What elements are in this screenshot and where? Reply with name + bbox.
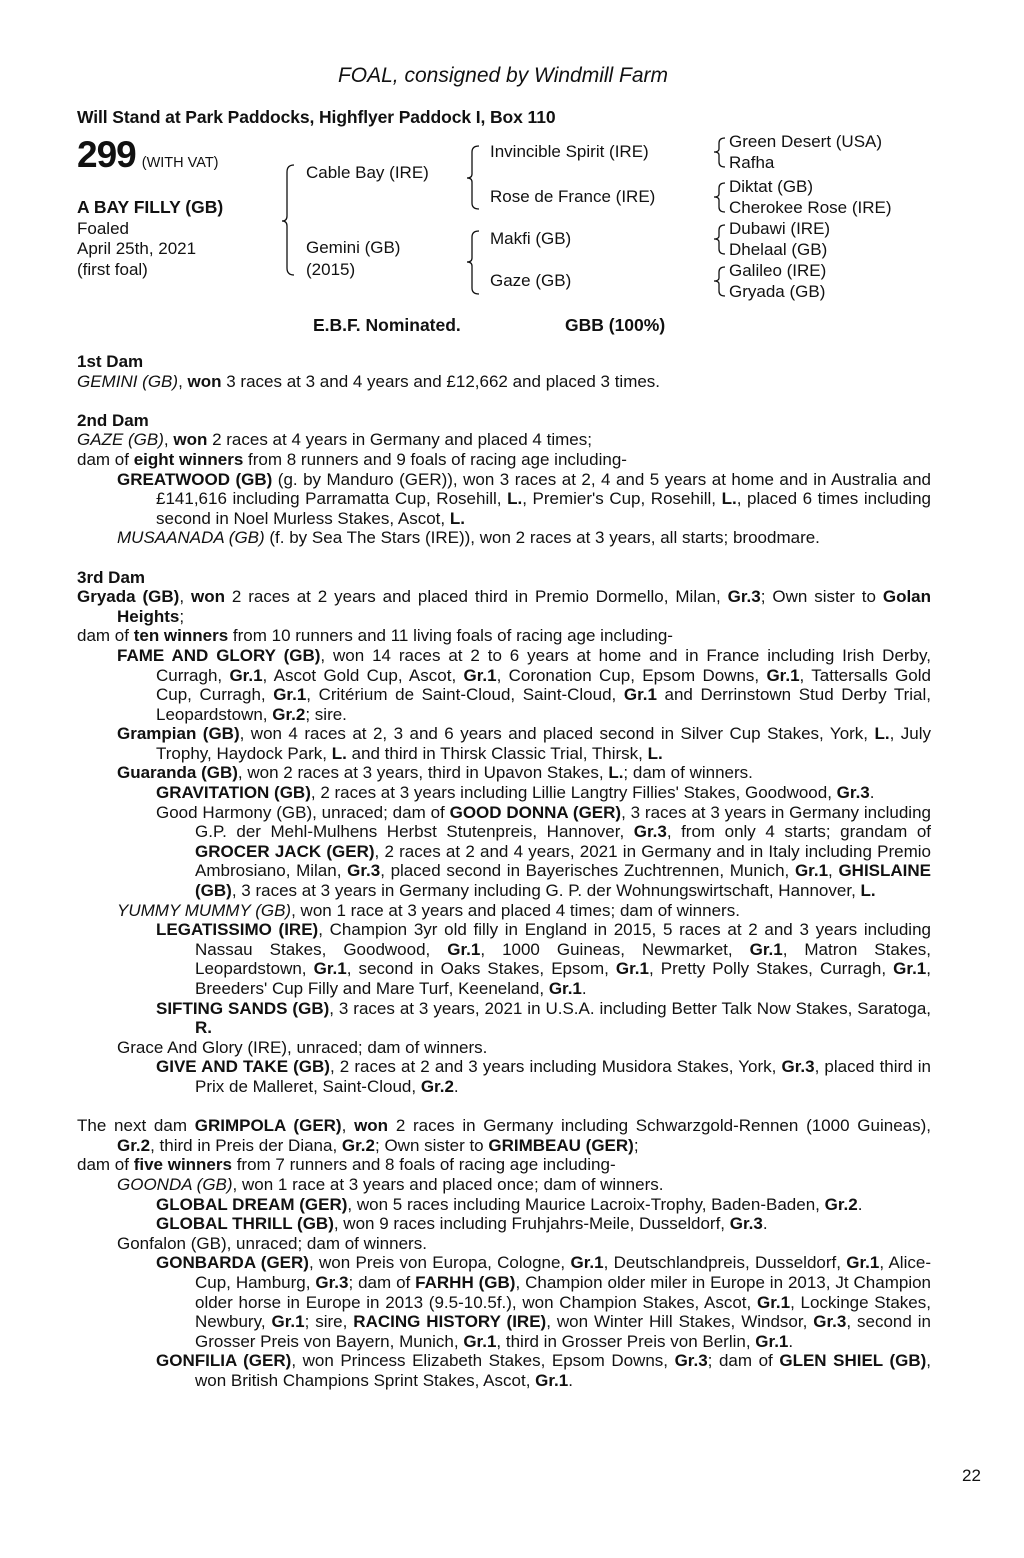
ebf-nominated: E.B.F. Nominated. bbox=[313, 315, 461, 335]
pedigree-entry bbox=[77, 626, 931, 646]
pedigree-entry bbox=[77, 1351, 931, 1390]
pedigree-entry bbox=[77, 430, 931, 450]
pedigree-entry bbox=[77, 783, 931, 803]
text: , Champion older miler in Europe in 2013, Jt Champion older horse in Europe in 2013 (9.5-10.5f.), won Champion Stakes, Ascot, bbox=[195, 1272, 932, 1312]
text: , 3 races at 3 years, 2021 in U.S.A. including Better Talk Now Stakes, Saratoga, bbox=[329, 998, 931, 1018]
pedigree-sire-sire: Invincible Spirit (IRE) bbox=[490, 142, 649, 161]
text: , third in Grosser Preis von Berlin, bbox=[496, 1331, 756, 1351]
pedigree-entry bbox=[77, 1234, 931, 1254]
dam-section bbox=[77, 1116, 931, 1390]
bold-text: won bbox=[173, 430, 208, 450]
text: , bbox=[828, 861, 839, 881]
bold-text: Gr.1 bbox=[756, 1292, 791, 1312]
text: . bbox=[788, 1331, 794, 1351]
text: , third in Preis der Diana, bbox=[150, 1135, 342, 1155]
bold-text: Gr.3 bbox=[836, 783, 870, 803]
bold-text: Gr.1 bbox=[535, 1370, 569, 1390]
brace-7 bbox=[714, 267, 725, 296]
bold-text: Gr.3 bbox=[813, 1312, 847, 1332]
text: , bbox=[178, 371, 188, 391]
pedigree-gen3: Diktat (GB) bbox=[729, 177, 814, 196]
bold-text: Gr.1 bbox=[846, 1253, 880, 1273]
bold-text: Guaranda (GB) bbox=[117, 763, 238, 783]
bold-text: Gr.1 bbox=[447, 939, 481, 959]
pedigree-dam-dam: Gaze (GB) bbox=[490, 271, 572, 290]
brace-6 bbox=[714, 225, 725, 254]
text: , won 2 races at 3 years, third in Upavon Stakes, bbox=[237, 763, 609, 783]
bold-text: Gr.3 bbox=[315, 1272, 349, 1292]
text: Good Harmony (GB), unraced; dam of bbox=[156, 802, 450, 822]
pedigree-entry bbox=[77, 1116, 931, 1155]
text: . bbox=[453, 1076, 459, 1096]
bold-text: R. bbox=[195, 1018, 212, 1038]
bold-text: five winners bbox=[133, 1155, 232, 1175]
text: , 2 races at 3 years including Lillie Langtry Fillies' Stakes, Goodwood, bbox=[310, 783, 837, 803]
lot-number-value: 299 bbox=[77, 134, 136, 175]
bold-text: L. bbox=[647, 743, 663, 763]
text: , won Preis von Europa, Cologne, bbox=[308, 1253, 571, 1273]
text: , won 9 races including Fruhjahrs-Meile, Dusseldorf, bbox=[333, 1214, 730, 1234]
pedigree-gen3: Gryada (GB) bbox=[729, 282, 826, 301]
pedigree-entry bbox=[77, 901, 931, 921]
bold-text: GONBARDA (GER) bbox=[156, 1253, 309, 1273]
bold-text: L. bbox=[721, 489, 737, 509]
bold-text: Grampian (GB) bbox=[117, 724, 240, 744]
pedigree-gen3: Galileo (IRE) bbox=[729, 261, 827, 280]
section-heading: 3rd Dam bbox=[77, 567, 146, 587]
pedigree-entry bbox=[77, 646, 931, 724]
pedigree-entry bbox=[77, 763, 931, 783]
text: from 8 runners and 9 foals of racing age including- bbox=[243, 449, 627, 469]
text: 2 races at 4 years in Germany and placed 4 times; bbox=[207, 430, 592, 450]
bold-text: Gr.3 bbox=[347, 861, 381, 881]
pedigree-entry bbox=[77, 999, 931, 1038]
text: ; dam of bbox=[348, 1272, 416, 1292]
bold-text: FAME AND GLORY (GB) bbox=[117, 645, 321, 665]
pedigree-entry bbox=[77, 587, 931, 626]
bold-text: Gr.1 bbox=[570, 1253, 604, 1273]
text: . bbox=[568, 1370, 573, 1390]
bold-text: Gr.2 bbox=[272, 704, 306, 724]
text: and third in Thirsk Classic Trial, Thirsk, bbox=[346, 743, 648, 763]
pedigree-entry bbox=[77, 920, 931, 998]
bold-text: GRAVITATION (GB) bbox=[156, 783, 311, 803]
text: , July Trophy, Haydock Park, bbox=[156, 724, 931, 763]
bold-text: GRIMPOLA (GER) bbox=[194, 1116, 342, 1136]
pedigree-entry bbox=[77, 724, 931, 763]
bold-text: GREATWOOD (GB) bbox=[117, 469, 273, 489]
bold-text: Gr.1 bbox=[755, 1331, 789, 1351]
lot-number bbox=[77, 134, 219, 176]
italic-text: MUSAANADA (GB) bbox=[117, 528, 265, 548]
italic-text: GAZE (GB) bbox=[77, 430, 164, 450]
text: , bbox=[163, 430, 174, 450]
text: . bbox=[857, 1194, 863, 1214]
text: dam of bbox=[77, 1155, 134, 1175]
pedigree-dam: Gemini (GB) bbox=[306, 238, 401, 257]
pedigree-entry bbox=[77, 470, 931, 529]
bold-text: GLOBAL DREAM (GER) bbox=[156, 1194, 348, 1214]
bold-text: Gr.2 bbox=[420, 1076, 454, 1096]
horse-name: A BAY FILLY (GB) bbox=[77, 197, 224, 217]
text: dam of bbox=[77, 449, 134, 469]
text: Gonfalon (GB), unraced; dam of winners. bbox=[117, 1233, 427, 1253]
text: 2 races at 2 years and placed third in Premio Dormello, Milan, bbox=[224, 587, 728, 607]
pedigree-sire: Cable Bay (IRE) bbox=[306, 163, 429, 182]
pedigree-gen3: Rafha bbox=[729, 153, 775, 172]
brace-3 bbox=[467, 231, 479, 294]
pedigree-gen3: Green Desert (USA) bbox=[729, 132, 883, 151]
pedigree-entry bbox=[77, 1038, 931, 1058]
brace-5 bbox=[714, 183, 725, 212]
pedigree-sire-dam: Rose de France (IRE) bbox=[490, 187, 656, 206]
bold-text: LEGATISSIMO (IRE) bbox=[156, 920, 319, 940]
bold-text: GIVE AND TAKE (GB) bbox=[156, 1057, 330, 1077]
pedigree-entry bbox=[77, 1195, 931, 1215]
text: , 1000 Guineas, Newmarket, bbox=[480, 939, 750, 959]
section-heading: 1st Dam bbox=[77, 352, 144, 371]
brace-4 bbox=[714, 138, 725, 167]
italic-text: YUMMY MUMMY (GB) bbox=[117, 900, 292, 920]
text: ; Own sister to bbox=[760, 587, 883, 607]
pedigree-gen3: Dubawi (IRE) bbox=[729, 219, 831, 238]
bold-text: Gr.1 bbox=[794, 861, 829, 881]
bold-text: Gr.1 bbox=[766, 665, 800, 685]
bold-text: L. bbox=[874, 724, 890, 744]
text: , Critérium de Saint-Cloud, Saint-Cloud, bbox=[306, 685, 624, 705]
bold-text: Gr.1 bbox=[615, 959, 649, 979]
bold-text: L. bbox=[507, 489, 523, 509]
bold-text: Gryada (GB) bbox=[77, 587, 180, 607]
text: , Tattersalls Gold Cup, Curragh, bbox=[156, 665, 931, 705]
text: Grace And Glory (IRE), unraced; dam of winners. bbox=[117, 1037, 488, 1057]
pedigree-entry bbox=[77, 1253, 931, 1351]
text: , Alice-Cup, Hamburg, bbox=[195, 1253, 931, 1292]
bold-text: GLEN SHIEL (GB) bbox=[779, 1351, 927, 1371]
pedigree-entry bbox=[77, 372, 931, 392]
pedigree-gen3: Dhelaal (GB) bbox=[729, 240, 828, 259]
bold-text: eight winners bbox=[133, 449, 244, 469]
foal-note: (first foal) bbox=[77, 260, 148, 279]
bold-text: L. bbox=[331, 743, 347, 763]
text: . bbox=[869, 783, 875, 803]
text: , placed third in Prix de Malleret, Saint-Cloud, bbox=[195, 1057, 931, 1096]
bold-text: Gr.1 bbox=[313, 959, 347, 979]
foaled-date: April 25th, 2021 bbox=[77, 239, 197, 258]
bold-text: Gr.3 bbox=[781, 1057, 815, 1077]
text: ; sire, bbox=[304, 1312, 354, 1332]
text: , Ascot Gold Cup, Ascot, bbox=[262, 665, 464, 685]
bold-text: L. bbox=[608, 763, 624, 783]
bold-text: ten winners bbox=[133, 626, 229, 646]
bold-text: won bbox=[354, 1116, 389, 1136]
bold-text: Gr.2 bbox=[341, 1135, 375, 1155]
dam-section bbox=[77, 568, 931, 1097]
text: , Coronation Cup, Epsom Downs, bbox=[496, 665, 767, 685]
text: and Derrinstown Stud Derby Trial, Leopardstown, bbox=[156, 685, 932, 724]
bold-text: Gr.1 bbox=[271, 1312, 305, 1332]
text: from 10 runners and 11 living foals of racing age including- bbox=[228, 626, 673, 646]
pedigree-entry bbox=[77, 1175, 931, 1195]
pedigree-entry bbox=[77, 528, 931, 548]
text: , placed 6 times including second in Noel Murless Stakes, Ascot, bbox=[156, 489, 931, 528]
text: ; bbox=[179, 606, 185, 626]
bold-text: L. bbox=[860, 881, 876, 901]
text: . bbox=[581, 979, 587, 998]
bold-text: Gr.1 bbox=[463, 665, 497, 685]
italic-text: GEMINI (GB) bbox=[77, 371, 179, 391]
bold-text: won bbox=[187, 371, 222, 391]
text: , Pretty Polly Stakes, Curragh, bbox=[649, 959, 894, 979]
bold-text: Gr.1 bbox=[229, 665, 263, 685]
text: ; dam of winners. bbox=[623, 763, 753, 783]
text: , won 5 races including Maurice Lacroix-Trophy, Baden-Baden, bbox=[347, 1194, 825, 1214]
text: , Deutschlandpreis, Dusseldorf, bbox=[603, 1253, 847, 1273]
bold-text: GROCER JACK (GER) bbox=[195, 841, 375, 861]
pedigree-dam-sire: Makfi (GB) bbox=[490, 229, 572, 248]
bold-text: SIFTING SANDS (GB) bbox=[156, 998, 330, 1018]
bold-text: Gr.1 bbox=[463, 1331, 497, 1351]
text: , placed second in Bayerisches Zuchtrennen, Munich, bbox=[380, 861, 795, 881]
foaled-label: Foaled bbox=[77, 219, 129, 238]
text: , Breeders' Cup Filly and Mare Turf, Keeneland, bbox=[195, 959, 931, 998]
pedigree-entry bbox=[77, 803, 931, 901]
bold-text: GHISLAINE (GB) bbox=[195, 861, 931, 901]
text: from 7 runners and 8 foals of racing age including- bbox=[231, 1155, 616, 1175]
bold-text: won bbox=[190, 587, 225, 607]
text: 3 races at 3 and 4 years and £12,662 and placed 3 times. bbox=[221, 371, 661, 391]
text: 2 races in Germany including Schwarzgold-Rennen (1000 Guineas), bbox=[388, 1116, 931, 1136]
dam-section bbox=[77, 411, 931, 548]
bold-text: Gr.1 bbox=[548, 979, 582, 998]
catalogue-body bbox=[77, 352, 931, 1410]
text: ; bbox=[633, 1135, 639, 1155]
pedigree-entry bbox=[77, 1155, 931, 1175]
text: , bbox=[341, 1116, 355, 1136]
bold-text: Gr.2 bbox=[824, 1194, 858, 1214]
italic-text: GOONDA (GB) bbox=[117, 1174, 233, 1194]
consignor-title: FOAL, consigned by Windmill Farm bbox=[337, 64, 669, 87]
text: , Lockinge Stakes, Newbury, bbox=[195, 1292, 931, 1332]
text: , 2 races at 2 and 3 years including Musidora Stakes, York, bbox=[329, 1057, 782, 1077]
text: ; Own sister to bbox=[375, 1135, 489, 1155]
text: ; dam of bbox=[707, 1351, 780, 1371]
text: ; sire. bbox=[305, 704, 347, 724]
bold-text: Gr.3 bbox=[674, 1351, 708, 1371]
pedigree-entry bbox=[77, 1214, 931, 1234]
bold-text: FARHH (GB) bbox=[415, 1272, 516, 1292]
text: , Matron Stakes, Leopardstown, bbox=[195, 939, 931, 979]
text: , won 4 races at 2, 3 and 6 years and placed second in Silver Cup Stakes, York, bbox=[239, 724, 875, 744]
text: , 3 races at 3 years in Germany including G. P. der Wohnungswirtschaft, Hannover, bbox=[231, 881, 861, 901]
bold-text: RACING HISTORY (IRE) bbox=[353, 1312, 547, 1332]
pedigree-entry bbox=[77, 450, 931, 470]
bold-text: Gr.1 bbox=[623, 685, 657, 705]
bold-text: GOOD DONNA (GER) bbox=[449, 802, 622, 822]
bold-text: GONFILIA (GER) bbox=[156, 1351, 292, 1371]
vat-note: (WITH VAT) bbox=[141, 155, 219, 171]
text: , bbox=[179, 587, 191, 607]
text: (f. by Sea The Stars (IRE)), won 2 races at 3 years, all starts; broodmare. bbox=[264, 528, 820, 548]
bold-text: Gr.3 bbox=[729, 1214, 763, 1234]
text: (g. by Manduro (GER)), won 3 races at 2, 4 and 5 years at home and in Australia and £141,616 including Parramatta Cup, Rosehill, bbox=[156, 469, 931, 509]
page-number: 22 bbox=[962, 1466, 981, 1485]
dam-section bbox=[77, 352, 931, 391]
text: dam of bbox=[77, 626, 134, 646]
pedigree-gen3: Cherokee Rose (IRE) bbox=[729, 198, 892, 217]
text: , second in Grosser Preis von Bayern, Munich, bbox=[195, 1312, 931, 1351]
text: , from only 4 starts; grandam of bbox=[666, 822, 932, 842]
pedigree-dam-year: (2015) bbox=[306, 260, 356, 279]
bold-text: Gr.3 bbox=[727, 587, 761, 607]
text: , won Winter Hill Stakes, Windsor, bbox=[546, 1312, 814, 1332]
text: , won 1 race at 3 years and placed once; dam of winners. bbox=[232, 1174, 664, 1194]
brace-1 bbox=[282, 165, 294, 275]
stand-location: Will Stand at Park Paddocks, Highflyer Paddock I, Box 110 bbox=[77, 107, 556, 127]
gbb-note: GBB (100%) bbox=[565, 315, 666, 335]
text: , won 14 races at 2 to 6 years at home and in France including Irish Derby, Curragh, bbox=[156, 645, 931, 685]
bold-text: Gr.1 bbox=[273, 685, 307, 705]
bold-text: Gr.2 bbox=[117, 1135, 151, 1155]
bold-text: Gr.1 bbox=[749, 939, 783, 959]
bold-text: Gr.1 bbox=[893, 959, 927, 979]
text: The next dam bbox=[77, 1116, 195, 1136]
text: , won 1 race at 3 years and placed 4 times; dam of winners. bbox=[291, 900, 740, 920]
bold-text: Gr.3 bbox=[633, 822, 667, 842]
bold-text: GLOBAL THRILL (GB) bbox=[156, 1214, 334, 1234]
bold-text: GRIMBEAU (GER) bbox=[488, 1135, 634, 1155]
text: , 2 races at 2 and 4 years, 2021 in Germany and in Italy including Premio Ambrosiano, Milan, bbox=[195, 841, 931, 881]
text: , won British Champions Sprint Stakes, Ascot, bbox=[195, 1351, 932, 1390]
text: , Champion 3yr old filly in England in 2015, 5 races at 2 and 3 years including Nassau Stakes, Goodwood, bbox=[195, 920, 931, 959]
section-heading: 2nd Dam bbox=[77, 410, 149, 430]
brace-2 bbox=[467, 146, 479, 209]
bold-text: Golan Heights bbox=[117, 587, 932, 626]
text: , second in Oaks Stakes, Epsom, bbox=[346, 959, 616, 979]
pedigree-entry bbox=[77, 1057, 931, 1096]
text: , won Princess Elizabeth Stakes, Epsom Downs, bbox=[291, 1351, 675, 1371]
text: , 3 races at 3 years in Germany including G.P. der Mehl-Mulhens Herbst Stutenpreis, Hannover, bbox=[195, 802, 931, 842]
text: , Premier's Cup, Rosehill, bbox=[522, 489, 722, 509]
bold-text: L. bbox=[449, 508, 465, 528]
text: . bbox=[762, 1214, 768, 1234]
